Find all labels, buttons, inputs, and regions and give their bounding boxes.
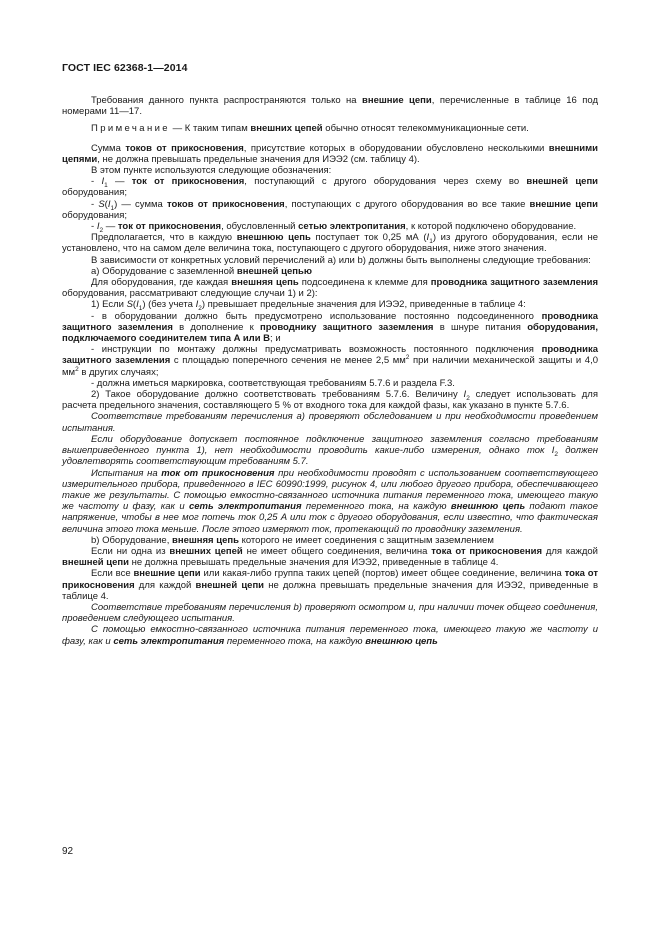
text-run: — (103, 221, 118, 233)
text-run: I (426, 232, 430, 244)
list-item (62, 535, 598, 546)
text-run: подают такое напряжение, чтобы в нее мог потечь ток 0,25 A или ток с другого оборудования, если известно, что фактическая величина этого тока меньше. После этого измеряют ток, протекающий по проводнику заземления. (62, 501, 598, 535)
text-run: I (96, 221, 100, 233)
text-run: , не должна превышать предельные значения для ИЭЭ2 (см. таблицу 4). (97, 153, 420, 165)
text-run: , к которой подключено оборудование. (405, 221, 577, 233)
paragraph (62, 277, 598, 299)
text-run: Если ни одна из (91, 545, 170, 557)
list-item (62, 378, 598, 389)
text-run: - (91, 221, 97, 233)
list-item (62, 266, 598, 277)
text-run: ) из другого оборудования, если не установлено, что на самом деле величина тока, поступающего с другого оборудования, ниже этого значения. (62, 232, 598, 255)
text-run: для каждой (134, 579, 196, 591)
text-run: 2 (99, 226, 104, 234)
text-run: внешней цепи (195, 579, 265, 591)
text-run: или какая-либо группа таких цепей (портов) имеет общее соединение, величина (200, 568, 565, 580)
text-run: внешними цепями (62, 142, 599, 165)
text-run: тока от прикосновения (431, 545, 543, 557)
text-run: - (91, 176, 102, 188)
text-run: I (195, 299, 199, 311)
text-run: , обусловленный (221, 221, 299, 233)
list-item (62, 221, 598, 232)
text-run: в дополнение к (172, 321, 260, 333)
text-run: S (98, 198, 105, 210)
paragraph (62, 468, 598, 535)
list-item (62, 176, 598, 198)
text-run: не должна превышать предельные значения для ИЭЭ2, приведенные в таблице 4. (128, 557, 499, 569)
text-run: С помощью емкостно-связанного источника питания переменного тока, имеющего такую же частоту и фазу, как и (62, 624, 598, 647)
text-run: сеть электропитания (113, 635, 225, 647)
text-run: Сумма (91, 142, 126, 154)
text-run: , присутствие которых в оборудовании обусловлено несколькими (243, 142, 549, 154)
list-item (62, 389, 598, 411)
text-run: - должна иметься маркировка, соответствующая требованиям 5.7.6 и раздела F.3. (91, 377, 455, 389)
text-run: ток от прикосновения (131, 176, 245, 188)
text-run: обычно относят телекоммуникационные сети. (322, 123, 529, 135)
text-run: поступает ток 0,25 мА ( (310, 232, 427, 244)
text-run: внешние цепи (529, 198, 598, 210)
text-run: 1 (429, 238, 433, 246)
list-item (62, 344, 598, 378)
paragraph (62, 255, 598, 266)
text-run: не должна превышать предельные значения для ИЭЭ2, приведенные в таблице 4. (62, 579, 599, 602)
text-run: не имеет общего соединения, величина (242, 545, 432, 557)
text-run: проводнику защитного заземления (259, 321, 434, 333)
text-run: ток от прикосновения (117, 221, 222, 233)
text-run: которого не имеет соединения с защитным заземлением (238, 534, 494, 546)
text-run: переменного тока, на каждую (301, 501, 451, 513)
text-run: 2 (198, 305, 202, 313)
text-run: , поступающих с другого оборудования во все такие (284, 198, 530, 210)
text-run: оборудования, подключаемого соединителем типа A или B (62, 321, 598, 345)
text-run: - (91, 198, 99, 210)
text-run: токов от прикосновения (125, 142, 244, 154)
text-run: тока от прикосновения (62, 568, 598, 591)
text-run: оборудования; (62, 209, 128, 221)
text-run: I (107, 198, 111, 210)
text-run: внешние цепи (133, 568, 201, 580)
text-run: внешних цепей (250, 123, 323, 135)
text-run: Для оборудования, где каждая (91, 277, 232, 289)
text-run: внешняя цепь (171, 534, 239, 546)
list-item (62, 311, 598, 345)
text-run: внешней цепи (62, 557, 129, 569)
text-run: Требования данного пункта распространяются только на (91, 95, 362, 106)
list-item (62, 199, 598, 221)
text-run: ( (132, 299, 137, 311)
text-run: Испытания на (91, 467, 162, 479)
text-run: 2) Такое оборудование должно соответствовать требованиям 5.7.6. Величину (91, 389, 464, 401)
paragraph (62, 546, 598, 568)
paragraph (62, 411, 598, 433)
text-run: Соответствие требованиям перечисления b) проверяют осмотром и, при наличии точек общего соединения, проведением следующего испытания. (62, 601, 598, 625)
text-run: Примечание (91, 123, 170, 135)
text-run: внешнюю цепь (450, 501, 526, 513)
text-run: - в оборудовании должно быть предусмотрено использование постоянно подсоединенного (91, 310, 542, 322)
text-run: при необходимости проводят с использованием соответствующего измерительного прибора, приведенного в IEC 60990:1999, рисунок 4, или любого другого прибора, обеспечивающего такие же результаты. С помощью емкостно-связанного источника питания переменного тока, имеющего такую же частоту и фазу, как и (62, 467, 598, 513)
text-run: ) — сумма (114, 198, 167, 210)
text-run: 2 (554, 450, 559, 458)
paragraph (62, 165, 598, 176)
text-run: b) Оборудование, (91, 534, 172, 546)
text-run: сетью электропитания (298, 221, 406, 233)
text-run: Если оборудование допускает постоянное подключение защитного заземления согласно требованиям вышеприведенного пункта 1), нет необходимости проводить какие-либо измерения, однако ток (62, 433, 598, 457)
text-run: В зависимости от конкретных условий перечислений a) или b) должны быть выполнены следующие требования: (91, 254, 591, 266)
text-run: 2 (405, 354, 410, 362)
text-run: , поступающий с другого оборудования через схему во (244, 176, 527, 188)
text-run: Предполагается, что в каждую (91, 232, 237, 244)
text-run: внешняя цепь (231, 277, 299, 289)
text-run: , перечисленные в таблице 16 под номерами 11—17. (62, 95, 598, 118)
paragraph (62, 95, 598, 117)
document-body (62, 90, 598, 647)
paragraph (62, 624, 598, 646)
text-run: внешнюю цепь (236, 232, 311, 244)
text-run: 1 (104, 182, 108, 190)
text-run: в шнуре питания (433, 321, 528, 333)
paragraph (62, 232, 598, 254)
text-run: следует использовать для расчета предельного значения, составляющего 5 % от входного тока для каждой фазы, как указано в пункте 5.7.6. (62, 389, 598, 412)
text-run: 2 (75, 365, 79, 373)
text-run: должен удовлетворять соответствующим требованиям 5.7. (62, 445, 598, 468)
text-run: внешнюю цепь (365, 635, 438, 647)
text-run: 2 (466, 394, 470, 402)
text-run: 1 (138, 305, 143, 313)
paragraph (62, 143, 598, 165)
text-run: переменного тока, на каждую (224, 635, 366, 647)
text-run: внешней цепи (526, 176, 599, 188)
text-run: I (101, 176, 105, 188)
text-run: ) превышает предельные значения для ИЭЭ2, приведенные в таблице 4: (201, 299, 526, 311)
text-run: ) (без учета (142, 299, 196, 311)
document-header: ГОСТ IEC 62368-1—2014 (62, 62, 188, 74)
text-run: токов от прикосновения (166, 198, 285, 210)
text-run: проводника защитного заземления (62, 344, 598, 367)
text-run: внешние цепи (362, 95, 432, 106)
text-run: внешней цепью (236, 265, 312, 277)
text-run: - инструкции по монтажу должны предусматривать возможность постоянного подключения (91, 344, 542, 356)
text-run: проводника защитного заземления (430, 277, 598, 289)
note-paragraph (62, 123, 598, 134)
text-run: подсоединена к клемме для (298, 277, 431, 289)
text-run: ( (104, 198, 108, 210)
text-run: ; и (270, 333, 281, 345)
text-run: оборудования, рассматривают следующие случаи 1) и 2): (62, 288, 318, 300)
text-run: при наличии механической защиты и 4,0 мм (62, 355, 598, 378)
text-run: с площадью поперечного сечения не менее 2,5 мм (170, 355, 406, 367)
page-number: 92 (62, 846, 74, 857)
text-run: в других случаях; (78, 366, 159, 378)
text-run: сеть электропитания (188, 501, 302, 513)
text-run: для каждой (542, 545, 598, 557)
text-run: В этом пункте используются следующие обозначения: (91, 165, 332, 177)
paragraph (62, 602, 598, 624)
text-run: проводника защитного заземления (62, 310, 598, 333)
text-run: оборудования; (62, 187, 128, 199)
text-run: Соответствие требованиям перечисления a) проверяют обследованием и при необходимости проведением испытания. (62, 411, 598, 434)
text-run: ток от прикосновения (161, 467, 275, 479)
paragraph (62, 434, 598, 468)
paragraph (62, 568, 598, 602)
list-item (62, 299, 598, 313)
text-run: I (551, 445, 555, 457)
text-run: 1 (110, 204, 115, 212)
text-run: Если все (91, 568, 134, 580)
text-run: I (463, 389, 467, 401)
text-run: a) Оборудование с заземленной (91, 265, 237, 277)
text-run: — (107, 176, 132, 188)
text-run: внешних цепей (169, 545, 243, 557)
text-run: 1) Если (91, 299, 127, 311)
text-run: — К таким типам (170, 123, 251, 135)
text-run: S (126, 299, 133, 311)
text-run: I (136, 299, 139, 311)
